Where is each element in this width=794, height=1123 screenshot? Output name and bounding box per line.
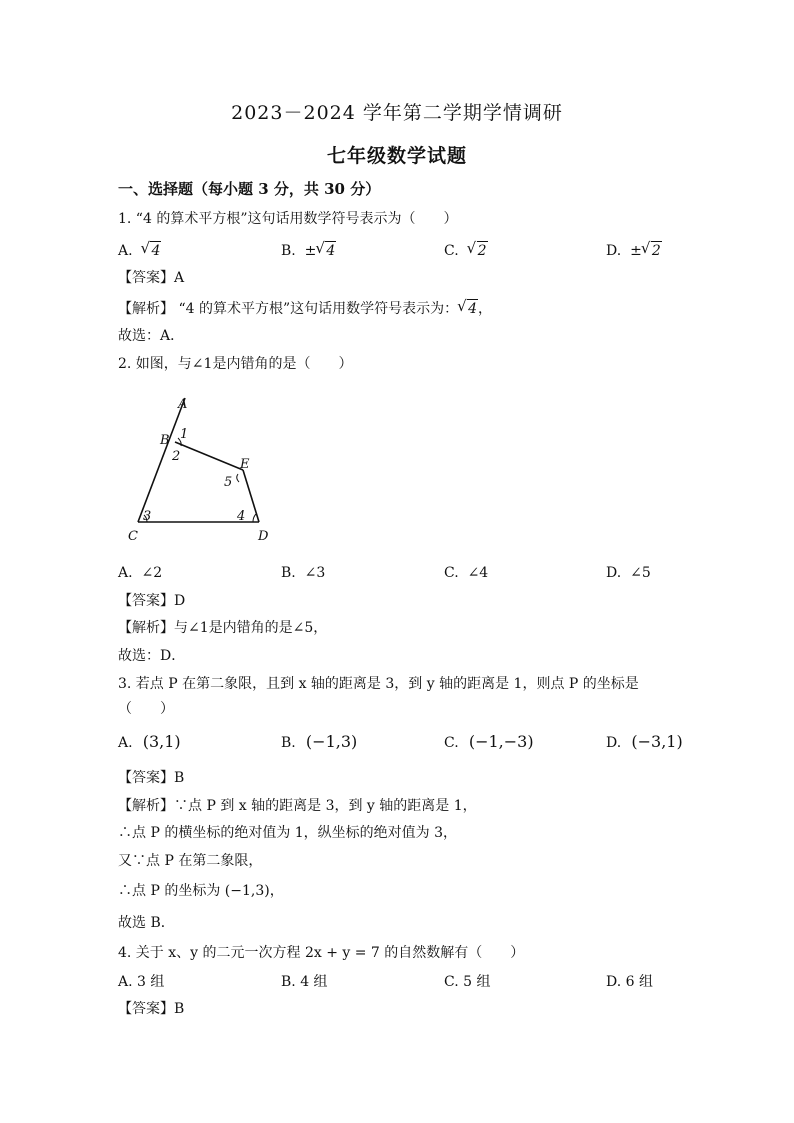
q3-option-a: A. (3,1) (118, 732, 181, 751)
q2-option-b: B. ∠3 (281, 565, 326, 581)
q1-option-b: B. ±√ 4 (281, 241, 336, 260)
q3-answer: 【答案】B (118, 770, 185, 786)
q2-option-a: A. ∠2 (118, 565, 163, 581)
q3-option-b: B. (−1,3) (281, 732, 358, 751)
label-d: D (258, 529, 269, 544)
q2-figure (120, 390, 290, 545)
q1-option-c: C. √ 2 (444, 241, 488, 260)
sqrt-symbol: √ 4 (458, 299, 478, 318)
q2-answer: 【答案】D (118, 593, 186, 609)
q4-option-b: B. 4 组 (281, 974, 328, 990)
q1-option-d: D. ±√ 2 (606, 241, 662, 260)
q4-answer: 【答案】B (118, 1001, 185, 1017)
q1-option-a: A. √ 4 (118, 241, 161, 260)
exam-subtitle: 七年级数学试题 (326, 145, 467, 167)
q3-analysis-4: ∴点 P 的坐标为 (−1,3)， (118, 883, 284, 899)
q4-stem: 4. 关于 x、y 的二元一次方程 2x + y = 7 的自然数解有（ ） (118, 945, 525, 961)
q2-stem: 2. 如图，与∠1是内错角的是（ ） (118, 356, 353, 372)
q3-analysis-1: 【解析】∵点 P 到 x 轴的距离是 3，到 y 轴的距离是 1， (118, 798, 477, 814)
sqrt-symbol: √ 4 (141, 241, 161, 260)
label-b: B (160, 433, 170, 448)
q3-choose: 故选 B． (118, 915, 175, 931)
label-a: A (178, 397, 188, 412)
q4-option-a: A. 3 组 (118, 974, 165, 990)
q3-option-c: C. (−1,−3) (444, 732, 534, 751)
sqrt-symbol: √ 2 (642, 241, 662, 260)
q1-answer: 【答案】A (118, 270, 185, 286)
label-3: 3 (143, 509, 152, 524)
q2-option-c: C. ∠4 (444, 565, 489, 581)
q1-stem: 1. “4 的算术平方根”这句话用数学符号表示为（ ） (118, 211, 458, 227)
label-5: 5 (224, 475, 233, 490)
sqrt-symbol: √ 2 (468, 241, 488, 260)
q3-analysis-3: 又∵点 P 在第二象限， (118, 853, 263, 869)
exam-title: 2023－2024 学年第二学期学情调研 (231, 102, 563, 124)
label-2: 2 (172, 449, 181, 464)
q1-choose: 故选：A． (118, 328, 185, 344)
label-4: 4 (237, 509, 246, 524)
label-1: 1 (180, 427, 189, 442)
q2-option-d: D. ∠5 (606, 565, 651, 581)
q2-analysis: 【解析】与∠1是内错角的是∠5， (118, 620, 328, 636)
label-c: C (128, 529, 138, 544)
sqrt-symbol: √ 4 (316, 241, 336, 260)
q1-analysis: 【解析】 “4 的算术平方根”这句话用数学符号表示为：√ 4， (118, 299, 492, 318)
q3-option-d: D. (−3,1) (606, 732, 683, 751)
q4-option-c: C. 5 组 (444, 974, 491, 990)
q4-option-d: D. 6 组 (606, 974, 653, 990)
q3-stem-paren: （ ） (118, 701, 174, 717)
q3-analysis-2: ∴点 P 的横坐标的绝对值为 1，纵坐标的绝对值为 3， (118, 825, 458, 841)
label-e: E (240, 457, 250, 472)
q3-stem: 3. 若点 P 在第二象限，且到 x 轴的距离是 3，到 y 轴的距离是 1，则点 P 的坐标是 (118, 676, 639, 692)
q2-choose: 故选：D． (118, 648, 186, 664)
section-heading: 一、选择题（每小题 3 分，共 30 分） (118, 180, 381, 198)
